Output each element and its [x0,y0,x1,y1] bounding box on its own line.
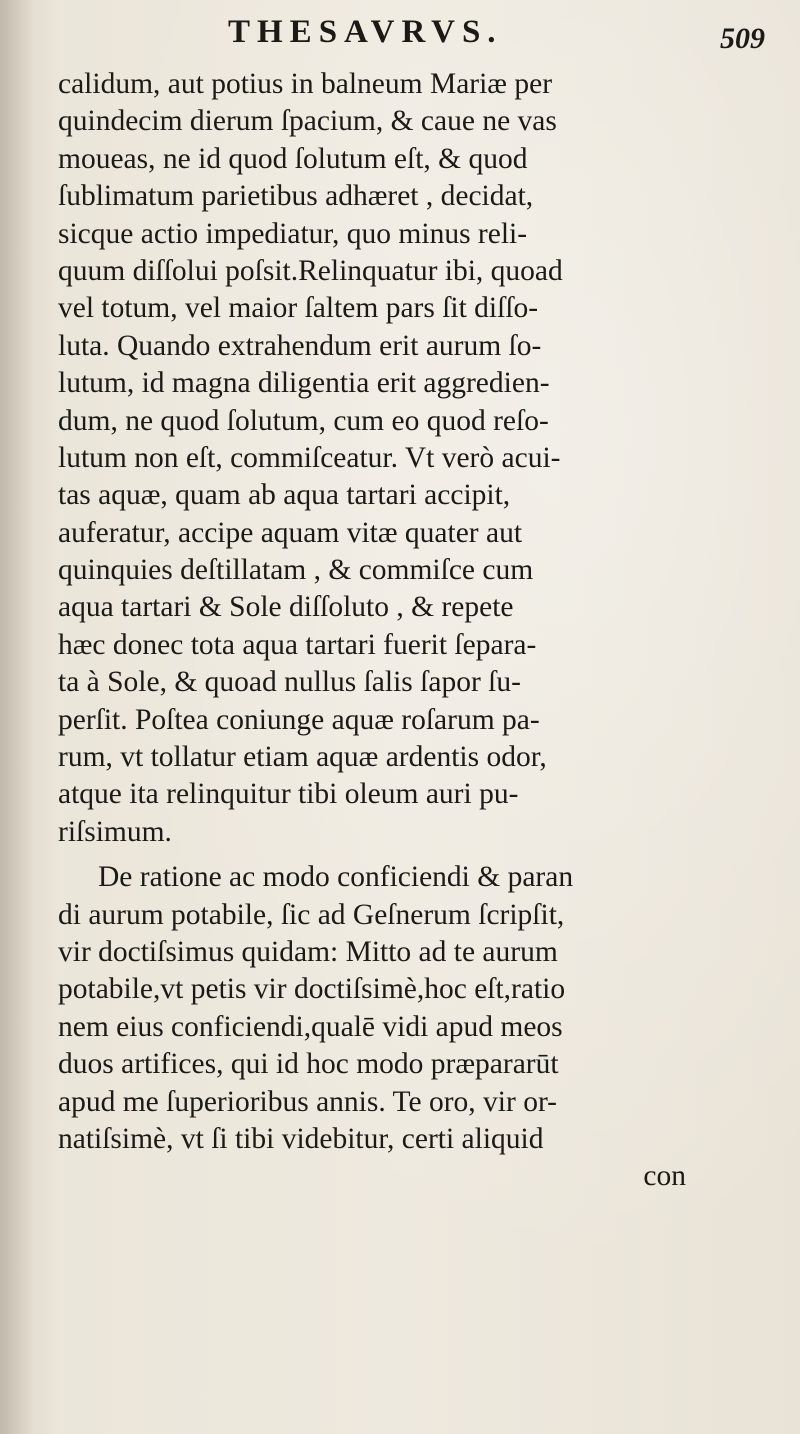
text-line: hæc donec tota aqua tartari fuerit ſepara- [58,628,537,661]
body-text [58,66,766,1196]
text-line: luta. Quando extrahendum erit aurum ſo- [58,329,542,362]
text-line: ſublimatum parietibus adhæret , decidat, [58,180,534,213]
text-line: potabile,vt petis vir doctiſsimè,hoc eſt,ratio [58,973,566,1006]
paragraph-2 [58,859,766,1158]
text-line: vel totum, vel maior ſaltem pars ſit diſſo- [58,292,539,325]
text-line: apud me ſuperioribus annis. Te oro, vir or- [58,1085,558,1118]
text-line: vir doctiſsimus quidam: Mitto ad te aurum [58,935,558,968]
text-line: perſit. Poſtea coniunge aquæ roſarum pa- [58,703,540,736]
text-line: aqua tartari & Sole diſſoluto , & repete [58,591,514,624]
text-line: di aurum potabile, ſic ad Geſnerum ſcripſit, [58,898,565,931]
text-line: auferatur, accipe aquam vitæ quater aut [58,516,523,549]
text-line: sicque actio impediatur, quo minus reli- [58,217,528,250]
text-line: ta à Sole, & quoad nullus ſalis ſapor ſu- [58,666,521,699]
text-line: quindecim dierum ſpacium, & caue ne vas [58,105,557,138]
paragraph-1 [58,66,766,851]
page-number: 509 [720,22,765,55]
text-line: lutum, id magna diligentia erit aggredien- [58,367,550,400]
paragraph-gap [58,851,766,859]
text-line: nem eius conficiendi,qualē vidi apud meos [58,1010,563,1043]
text-line: rum, vt tollatur etiam aquæ ardentis odor, [58,741,547,774]
text-line: duos artifices, qui id hoc modo præpararūt [58,1048,559,1081]
text-line: atque ita relinquitur tibi oleum auri pu- [58,778,519,811]
text-line: quum diſſolui poſsit.Relinquatur ibi, quoad [58,254,563,287]
text-line: De ratione ac modo conficiendi & paran [98,861,574,894]
text-line: lutum non eſt, commiſceatur. Vt verò acui- [58,441,561,474]
text-line: calidum, aut potius in balneum Mariæ per [58,68,553,100]
catchword: con [643,1160,686,1193]
text-line: quinquies deſtillatam , & commiſce cum [58,554,534,587]
text-line: riſsimum. [58,815,172,848]
text-line: moueas, ne id quod ſolutum eſt, & quod [58,142,528,175]
gutter-shadow [0,0,34,1434]
text-line: natiſsimè, vt ſi tibi videbitur, certi aliquid [58,1122,544,1155]
text-line: tas aquæ, quam ab aqua tartari accipit, [58,479,511,512]
running-head: THESAVRVS. [228,14,503,50]
text-line: dum, ne quod ſolutum, cum eo quod reſo- [58,404,549,437]
